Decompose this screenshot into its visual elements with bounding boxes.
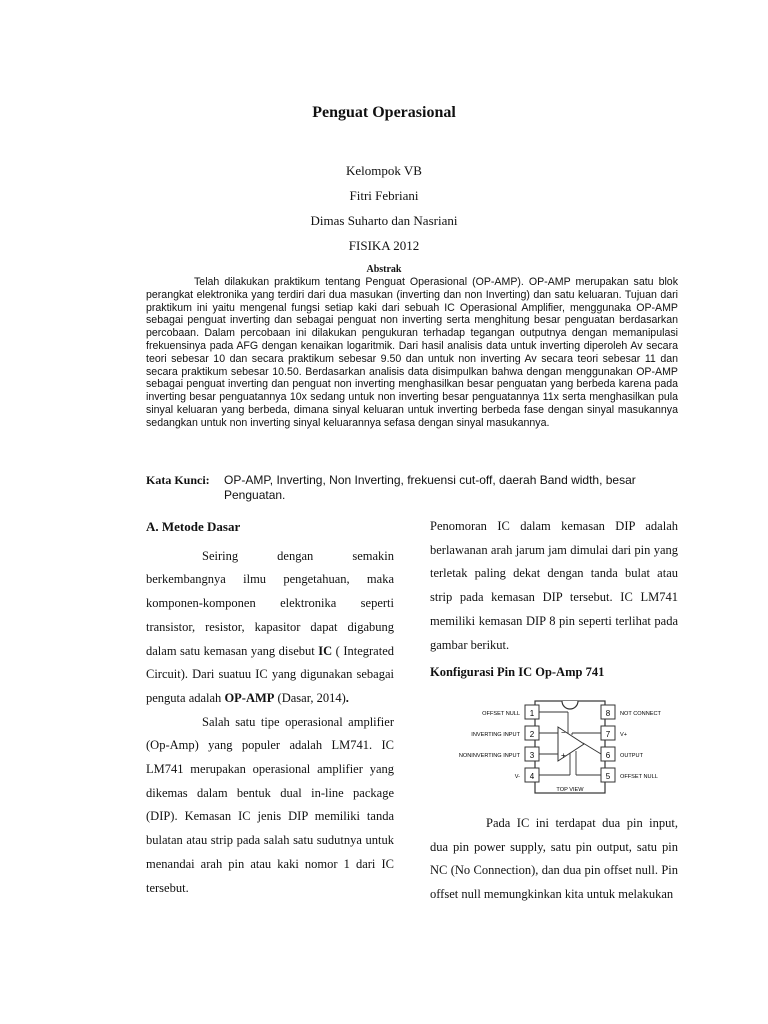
top-view-label: TOP VIEW [556, 787, 584, 793]
pin-num-3: 3 [529, 751, 535, 760]
left-column [146, 515, 394, 900]
section-a-heading: A. Metode Dasar [146, 519, 241, 534]
pin-label-1: OFFSET NULL [482, 711, 520, 717]
pin-num-6: 6 [605, 751, 611, 760]
plus-sign: + [561, 751, 566, 760]
right-column [430, 515, 678, 685]
pin-num-1: 1 [529, 709, 535, 718]
keywords-label: Kata Kunci [146, 473, 206, 487]
minus-sign: − [561, 728, 566, 737]
abstract-text: Telah dilakukan praktikum tentang Penguat Operasional (OP-AMP). OP-AMP merupakan satu blok perangkat elektronika yang terdiri dari dua masukan (inverting dan non Inverting) dan satu keluaran. Tujuan dari praktikum ini yaitu mengenal fungsi setiap kaki dari sebuah IC Operasional Amplifier, menggunaka OP-AMP sebagai penguat inverting dan sebagai penguat non inverting serta menghitung besar penguatan berdasarkan percobaan. Dalam percobaan ini dilakukan pengukuran terhadap tegangan outputnya dengan memanipulasi frekuensinya pada AFG dengan kenaikan logaritmik. Dari hasil analisis data untuk inverting diperoleh Av secara teori sebesar 10 dan secara praktikum sebesar 9.50 dan untuk non inverting Av secara teori sebesar 11 dan secara praktikum sebesar 10.50. Berdasarkan analisis data disimpulkan bahwa dengan menggunakan OP-AMP sebagai penguat inverting dan penguat non inverting menghasilkan besar penguatan yang berbeda karena pada inverting besar penguatannya 10x sedang untuk non inverting besar penguatannya 11x serta menghasilkan pula sinyal keluaran yang berbeda, dimana sinyal keluaran untuk inverting berbeda fase dengan sinyal masukannya sedangkan untuk non inverting sinyal keluarannya sefasa dengan sinyal masukannya. [146, 276, 678, 429]
author-line-2: Dimas Suharto dan Nasriani [310, 213, 458, 228]
abstract-body [146, 276, 678, 430]
pin-label-4: V- [514, 774, 520, 780]
pin-num-7: 7 [605, 730, 611, 739]
right-column-lower [430, 812, 678, 907]
figure-title: Konfigurasi Pin IC Op-Amp 741 [430, 665, 605, 680]
pin-configuration-figure [430, 695, 680, 805]
pin-label-2: INVERTING INPUT [471, 732, 520, 738]
p1-text-a: Seiring dengan semakin berkembangnya ilmu pengetahuan, maka komponen-komponen elektronika seperti transistor, resistor, kapasitor dapat digabung dalam satu kemasan yang disebut [146, 548, 394, 658]
right-paragraph-2: Pada IC ini terdapat dua pin input, dua pin power supply, satu pin output, satu pin NC (No Connection), dan dua pin offset null. Pin offset null memungkinkan kita untuk melakukan [430, 816, 678, 902]
p1-text-b: ( Integrated Circuit). Dari suatuu IC yang digunakan sebagai penguta adalah [146, 643, 394, 705]
pin-diagram [430, 695, 680, 805]
pin-label-3: NONINVERTING INPUT [458, 753, 520, 759]
section-a-paragraph-2: Salah satu tipe operasional amplifier (Op-Amp) yang populer adalah LM741. IC LM741 merupakan operasional amplifier yang dikemas dalam bentuk dual in-line package (DIP). Kemasan IC jenis DIP memiliki tanda bulatan atau strip pada salah satu sudutnya untuk menandai arah pin atau kaki nomor 1 dari IC tersebut. [146, 714, 394, 895]
right-paragraph-1: Penomoran IC dalam kemasan DIP adalah berlawanan arah jarum jam dimulai dari pin yang terletak paling dekat dengan tanda bulat atau strip pada kemasan DIP tersebut. IC LM741 memiliki kemasan DIP 8 pin seperti terlihat pada gambar berikut. [430, 519, 678, 652]
pin-num-5: 5 [605, 772, 611, 781]
pin-label-7: V+ [620, 732, 627, 738]
p1-citation: (Dasar, 2014) [274, 690, 346, 705]
group-name: Kelompok VB [346, 163, 422, 178]
abstract-heading: Abstrak [366, 264, 402, 275]
pin-num-2: 2 [529, 730, 535, 739]
program-line: FISIKA 2012 [348, 238, 420, 253]
pin-label-5: OFFSET NULL [620, 774, 658, 780]
pin-label-6: OUTPUT [620, 753, 643, 759]
keywords: Kata Kunci: OP-AMP, Inverting, Non Inverting, frekuensi cut-off, daerah Band width, besar Penguatan. [146, 473, 678, 503]
author-line-1: Fitri Febriani [349, 188, 419, 203]
paper-title: Penguat Operasional [312, 104, 456, 121]
section-a-paragraph-1 [146, 545, 394, 711]
p1-opamp-term: OP-AMP [224, 690, 275, 705]
pin-num-4: 4 [529, 772, 535, 781]
keywords-text: OP-AMP, Inverting, Non Inverting, frekuensi cut-off, daerah Band width, besar Penguatan. [224, 473, 636, 502]
p1-ic-term: IC [318, 643, 333, 658]
pin-num-8: 8 [605, 709, 611, 718]
pin-label-8: NOT CONNECT [620, 711, 661, 717]
p1-period: . [345, 690, 349, 705]
